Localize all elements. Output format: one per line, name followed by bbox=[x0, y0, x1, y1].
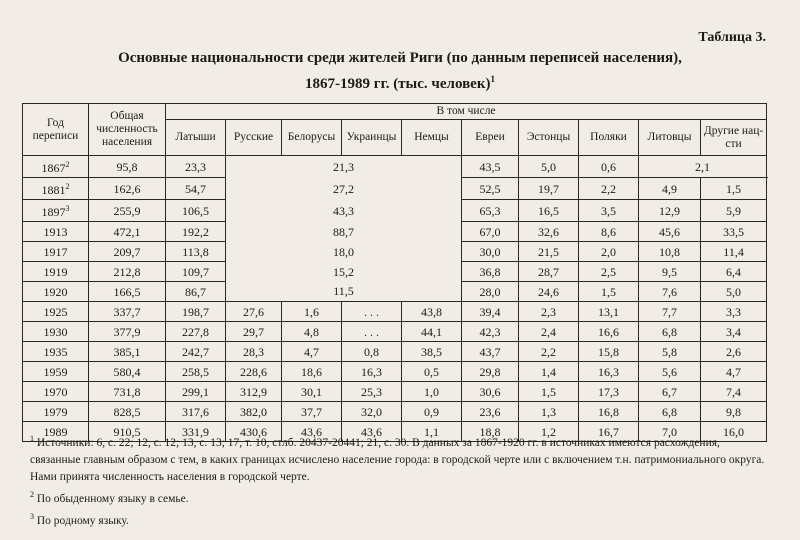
table-row bbox=[23, 178, 767, 200]
footnote-text: Источники: 6, с. 22; 12, с. 12; 13, с. 13; 17, т. 10, стлб. 20437-20441; 21, с. 30. В данных за 1867-1920 гг. в источниках имеются расхождения, связанные главным образом с тем, в каких границах исчислено население города: в городской черте или с включением т.н. патримониального округа. Нами принята численность населения в городской черте. bbox=[30, 436, 765, 483]
jews-cell: 28,7 bbox=[519, 262, 579, 282]
table-number: Таблица 3. bbox=[698, 30, 766, 45]
title-footnote-mark: 1 bbox=[490, 74, 495, 84]
lithuanians-cell: 5,6 bbox=[639, 362, 701, 382]
year-cell: 1930 bbox=[23, 322, 89, 342]
russians-cell: 29,7 bbox=[226, 322, 282, 342]
poles-cell: 7,6 bbox=[639, 282, 701, 302]
year-value: 1867 bbox=[41, 161, 66, 175]
lithuanians-cell: 5,8 bbox=[639, 342, 701, 362]
jews-cell: 23,6 bbox=[462, 402, 519, 422]
estonians-cell: 2,2 bbox=[579, 178, 639, 200]
table-row bbox=[23, 362, 767, 382]
germans-cell: 52,5 bbox=[462, 178, 519, 200]
total-cell: 166,5 bbox=[89, 282, 166, 302]
others-cell: 16,0 bbox=[701, 422, 767, 442]
lithuanians-cell: 6,4 bbox=[701, 262, 767, 282]
total-cell: 337,7 bbox=[89, 302, 166, 322]
lithuanians-cell: 33,5 bbox=[701, 222, 767, 242]
header-including: В том числе bbox=[166, 104, 767, 120]
total-cell: 95,8 bbox=[89, 156, 166, 178]
total-cell: 385,1 bbox=[89, 342, 166, 362]
estonians-cell: 2,4 bbox=[519, 322, 579, 342]
year-cell: 1959 bbox=[23, 362, 89, 382]
table-row bbox=[23, 282, 767, 302]
total-cell: 472,1 bbox=[89, 222, 166, 242]
year-value: 1897 bbox=[41, 205, 66, 219]
poles-cell: 16,6 bbox=[579, 322, 639, 342]
header-russians: Русские bbox=[226, 120, 282, 156]
lithuanians-cell: 6,8 bbox=[639, 402, 701, 422]
poles-cell: 16,3 bbox=[579, 362, 639, 382]
belarusians-cell: 18,6 bbox=[282, 362, 342, 382]
jews-cell: 32,6 bbox=[519, 222, 579, 242]
east-slavs-cell: 21,3 bbox=[226, 156, 462, 178]
latvians-cell: 192,2 bbox=[166, 222, 226, 242]
germans-cell: 65,3 bbox=[462, 200, 519, 222]
estonians-cell: 2,2 bbox=[519, 342, 579, 362]
year-cell: 1989 bbox=[23, 422, 89, 442]
year-cell: 1920 bbox=[23, 282, 89, 302]
others-cell: 2,6 bbox=[701, 342, 767, 362]
year-footnote-mark: 2 bbox=[65, 182, 70, 191]
russians-cell: 430,6 bbox=[226, 422, 282, 442]
jews-cell: 19,7 bbox=[519, 178, 579, 200]
poles-cell: 17,3 bbox=[579, 382, 639, 402]
germans-cell: 0,9 bbox=[402, 402, 462, 422]
header-total: Общая численность населения bbox=[89, 104, 166, 156]
total-cell: 255,9 bbox=[89, 200, 166, 222]
east-slavs-cell: 43,3 bbox=[226, 200, 462, 222]
header-belarusians: Белорусы bbox=[282, 120, 342, 156]
ukrainians-cell: 25,3 bbox=[342, 382, 402, 402]
year-cell: 1979 bbox=[23, 402, 89, 422]
jews-cell: 5,0 bbox=[519, 156, 579, 178]
table-row bbox=[23, 242, 767, 262]
ukrainians-cell: 32,0 bbox=[342, 402, 402, 422]
year-cell: 1917 bbox=[23, 242, 89, 262]
latvians-cell: 23,3 bbox=[166, 156, 226, 178]
table-row bbox=[23, 342, 767, 362]
year-cell: 1970 bbox=[23, 382, 89, 402]
germans-cell: 28,0 bbox=[462, 282, 519, 302]
year-cell: 1919 bbox=[23, 262, 89, 282]
table-row bbox=[23, 200, 767, 222]
header-germans: Немцы bbox=[402, 120, 462, 156]
others-cell: 9,8 bbox=[701, 402, 767, 422]
germans-cell: 44,1 bbox=[402, 322, 462, 342]
east-slavs-cell: 11,5 bbox=[226, 282, 462, 302]
footnote-mark: 3 bbox=[30, 511, 34, 521]
jews-cell: 21,5 bbox=[519, 242, 579, 262]
footnote-3 bbox=[30, 508, 770, 530]
poles-lithuanians-others-cell: 2,1 bbox=[639, 156, 767, 178]
poles-cell: 9,5 bbox=[639, 262, 701, 282]
ukrainians-cell: . . . bbox=[342, 302, 402, 322]
russians-cell: 27,6 bbox=[226, 302, 282, 322]
table-title bbox=[40, 48, 760, 95]
east-slavs-cell: 88,7 bbox=[226, 222, 462, 242]
belarusians-cell: 4,8 bbox=[282, 322, 342, 342]
footnote-mark: 2 bbox=[30, 489, 34, 499]
header-year: Год переписи bbox=[23, 104, 89, 156]
poles-cell: 16,7 bbox=[579, 422, 639, 442]
year-cell bbox=[23, 156, 89, 178]
footnote-text: По родному языку. bbox=[36, 514, 129, 527]
estonians-cell: 0,6 bbox=[579, 156, 639, 178]
estonians-cell: 1,5 bbox=[579, 282, 639, 302]
estonians-cell: 8,6 bbox=[579, 222, 639, 242]
germans-cell: 36,8 bbox=[462, 262, 519, 282]
table-row bbox=[23, 156, 767, 178]
total-cell: 731,8 bbox=[89, 382, 166, 402]
year-footnote-mark: 2 bbox=[65, 160, 70, 169]
estonians-cell: 1,3 bbox=[519, 402, 579, 422]
poles-cell: 13,1 bbox=[579, 302, 639, 322]
table-row bbox=[23, 402, 767, 422]
year-cell bbox=[23, 178, 89, 200]
belarusians-cell: 43,6 bbox=[282, 422, 342, 442]
year-cell: 1935 bbox=[23, 342, 89, 362]
header-poles: Поляки bbox=[579, 120, 639, 156]
others-cell: 3,3 bbox=[701, 302, 767, 322]
latvians-cell: 331,9 bbox=[166, 422, 226, 442]
belarusians-cell: 30,1 bbox=[282, 382, 342, 402]
ukrainians-cell: 43,6 bbox=[342, 422, 402, 442]
estonians-cell: 2,0 bbox=[579, 242, 639, 262]
year-footnote-mark: 3 bbox=[65, 204, 70, 213]
estonians-cell: 1,5 bbox=[519, 382, 579, 402]
total-cell: 377,9 bbox=[89, 322, 166, 342]
jews-cell: 39,4 bbox=[462, 302, 519, 322]
ukrainians-cell: . . . bbox=[342, 322, 402, 342]
total-cell: 209,7 bbox=[89, 242, 166, 262]
lithuanians-cell: 5,0 bbox=[701, 282, 767, 302]
latvians-cell: 86,7 bbox=[166, 282, 226, 302]
jews-cell: 16,5 bbox=[519, 200, 579, 222]
jews-cell: 29,8 bbox=[462, 362, 519, 382]
germans-cell: 1,0 bbox=[402, 382, 462, 402]
germans-cell: 0,5 bbox=[402, 362, 462, 382]
header-jews: Евреи bbox=[462, 120, 519, 156]
poles-cell: 10,8 bbox=[639, 242, 701, 262]
latvians-cell: 113,8 bbox=[166, 242, 226, 262]
latvians-cell: 317,6 bbox=[166, 402, 226, 422]
latvians-cell: 54,7 bbox=[166, 178, 226, 200]
table-row bbox=[23, 382, 767, 402]
lithuanians-cell: 11,4 bbox=[701, 242, 767, 262]
lithuanians-cell: 6,7 bbox=[639, 382, 701, 402]
total-cell: 212,8 bbox=[89, 262, 166, 282]
germans-cell: 67,0 bbox=[462, 222, 519, 242]
others-cell: 3,4 bbox=[701, 322, 767, 342]
jews-cell: 24,6 bbox=[519, 282, 579, 302]
latvians-cell: 198,7 bbox=[166, 302, 226, 322]
table-rows-1925-1989 bbox=[23, 302, 767, 442]
germans-cell: 43,5 bbox=[462, 156, 519, 178]
jews-cell: 43,7 bbox=[462, 342, 519, 362]
poles-cell: 4,9 bbox=[639, 178, 701, 200]
total-cell: 910,5 bbox=[89, 422, 166, 442]
lithuanians-others-cell: 1,5 bbox=[701, 178, 767, 200]
year-value: 1881 bbox=[41, 183, 66, 197]
latvians-cell: 106,5 bbox=[166, 200, 226, 222]
east-slavs-cell: 15,2 bbox=[226, 262, 462, 282]
table-row bbox=[23, 322, 767, 342]
poles-cell: 12,9 bbox=[639, 200, 701, 222]
russians-cell: 228,6 bbox=[226, 362, 282, 382]
footnote-mark: 1 bbox=[30, 434, 34, 443]
year-cell: 1925 bbox=[23, 302, 89, 322]
total-cell: 162,6 bbox=[89, 178, 166, 200]
year-cell bbox=[23, 200, 89, 222]
lithuanians-cell: 7,0 bbox=[639, 422, 701, 442]
russians-cell: 382,0 bbox=[226, 402, 282, 422]
latvians-cell: 109,7 bbox=[166, 262, 226, 282]
total-cell: 828,5 bbox=[89, 402, 166, 422]
others-cell: 7,4 bbox=[701, 382, 767, 402]
ukrainians-cell: 0,8 bbox=[342, 342, 402, 362]
latvians-cell: 227,8 bbox=[166, 322, 226, 342]
footnote-text: По обыденному языку в семье. bbox=[36, 492, 189, 505]
germans-cell: 1,1 bbox=[402, 422, 462, 442]
lithuanians-cell: 6,8 bbox=[639, 322, 701, 342]
latvians-cell: 258,5 bbox=[166, 362, 226, 382]
estonians-cell: 2,3 bbox=[519, 302, 579, 322]
total-cell: 580,4 bbox=[89, 362, 166, 382]
population-table bbox=[22, 103, 767, 442]
jews-cell: 30,6 bbox=[462, 382, 519, 402]
header-others: Другие нац-сти bbox=[701, 120, 767, 156]
germans-cell: 43,8 bbox=[402, 302, 462, 322]
header-ukrainians: Украинцы bbox=[342, 120, 402, 156]
header-estonians: Эстонцы bbox=[519, 120, 579, 156]
poles-cell: 45,6 bbox=[639, 222, 701, 242]
estonians-cell: 1,2 bbox=[519, 422, 579, 442]
title-line-1: Основные национальности среди жителей Риги (по данным переписей населения), bbox=[118, 50, 682, 66]
estonians-cell: 1,4 bbox=[519, 362, 579, 382]
header-latvians: Латыши bbox=[166, 120, 226, 156]
poles-cell: 15,8 bbox=[579, 342, 639, 362]
table-row bbox=[23, 302, 767, 322]
latvians-cell: 242,7 bbox=[166, 342, 226, 362]
belarusians-cell: 37,7 bbox=[282, 402, 342, 422]
title-line-2: 1867-1989 гг. (тыс. человек) bbox=[305, 76, 491, 92]
belarusians-cell: 1,6 bbox=[282, 302, 342, 322]
ukrainians-cell: 16,3 bbox=[342, 362, 402, 382]
estonians-cell: 3,5 bbox=[579, 200, 639, 222]
footnote-2 bbox=[30, 486, 770, 508]
footnote-1 bbox=[30, 430, 770, 486]
lithuanians-cell: 5,9 bbox=[701, 200, 767, 222]
belarusians-cell: 4,7 bbox=[282, 342, 342, 362]
poles-cell: 16,8 bbox=[579, 402, 639, 422]
footnotes bbox=[30, 430, 770, 529]
east-slavs-cell: 18,0 bbox=[226, 242, 462, 262]
others-cell: 4,7 bbox=[701, 362, 767, 382]
russians-cell: 28,3 bbox=[226, 342, 282, 362]
year-cell: 1913 bbox=[23, 222, 89, 242]
germans-cell: 38,5 bbox=[402, 342, 462, 362]
jews-cell: 42,3 bbox=[462, 322, 519, 342]
latvians-cell: 299,1 bbox=[166, 382, 226, 402]
east-slavs-cell: 27,2 bbox=[226, 178, 462, 200]
table-row bbox=[23, 262, 767, 282]
russians-cell: 312,9 bbox=[226, 382, 282, 402]
table-row bbox=[23, 222, 767, 242]
header-lithuanians: Литовцы bbox=[639, 120, 701, 156]
jews-cell: 18,8 bbox=[462, 422, 519, 442]
estonians-cell: 2,5 bbox=[579, 262, 639, 282]
lithuanians-cell: 7,7 bbox=[639, 302, 701, 322]
germans-cell: 30,0 bbox=[462, 242, 519, 262]
